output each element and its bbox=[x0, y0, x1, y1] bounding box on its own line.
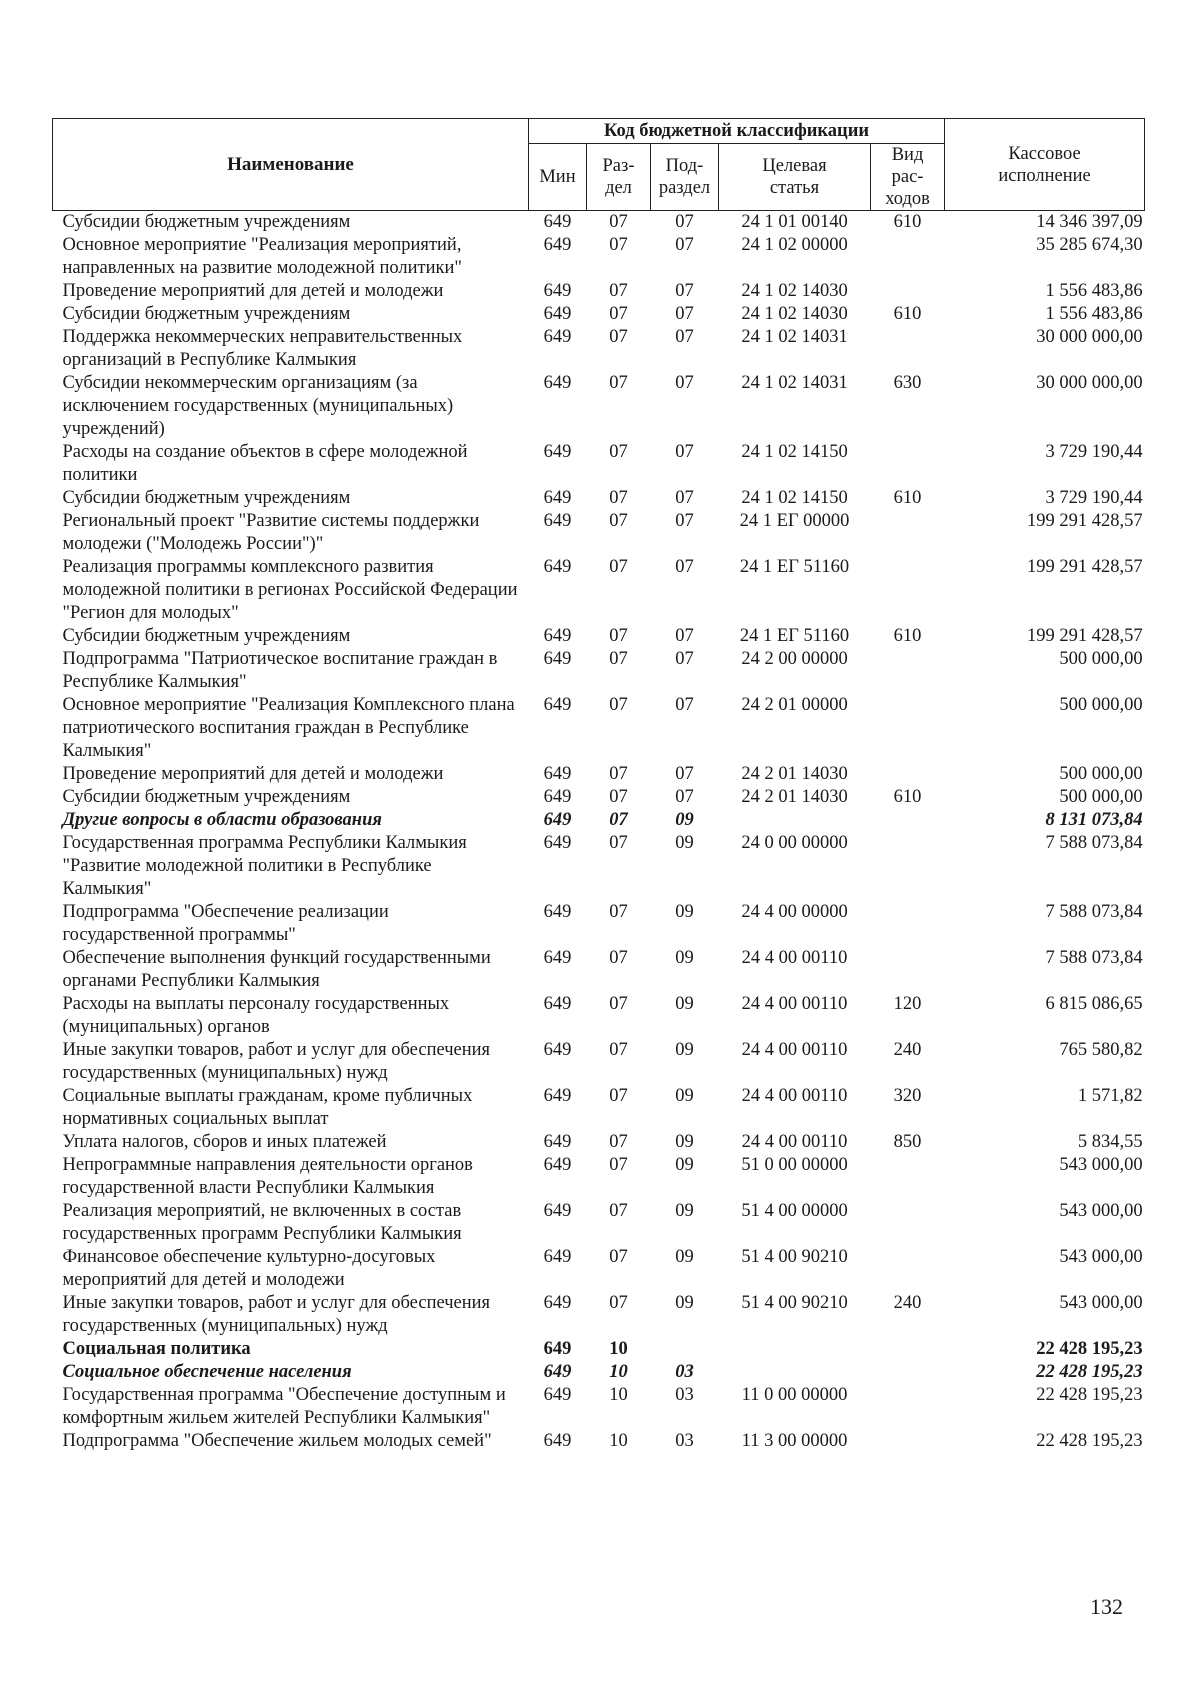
row-vid bbox=[871, 763, 945, 786]
row-vid: 120 bbox=[893, 994, 922, 1014]
row-sum: 22 428 195,23 bbox=[1036, 1431, 1143, 1451]
row-sum: 6 815 086,65 bbox=[1045, 994, 1143, 1014]
table-row bbox=[53, 1085, 1145, 1131]
row-podrazdel: 07 bbox=[675, 281, 694, 301]
row-celevaya bbox=[719, 809, 871, 832]
table-row bbox=[53, 763, 1145, 786]
row-vid bbox=[871, 694, 945, 763]
row-celevaya: 24 1 02 00000 bbox=[741, 235, 848, 255]
row-podrazdel: 09 bbox=[675, 902, 694, 922]
header-vid: Вид рас- ходов bbox=[871, 144, 945, 211]
row-podrazdel: 09 bbox=[675, 1132, 694, 1152]
table-row bbox=[53, 1154, 1145, 1200]
row-celevaya: 24 1 02 14030 bbox=[741, 304, 848, 324]
row-name: Подпрограмма "Обеспечение жильем молодых семей" bbox=[62, 1431, 492, 1451]
table-row bbox=[53, 993, 1145, 1039]
row-celevaya: 24 1 02 14150 bbox=[741, 488, 848, 508]
row-razdel: 07 bbox=[609, 810, 628, 830]
row-podrazdel: 09 bbox=[675, 833, 694, 853]
row-podrazdel: 09 bbox=[675, 994, 694, 1014]
page-number: 132 bbox=[1090, 1594, 1123, 1619]
row-podrazdel: 09 bbox=[675, 1086, 694, 1106]
row-celevaya: 24 1 ЕГ 00000 bbox=[739, 511, 850, 531]
row-name: Субсидии бюджетным учреждениям bbox=[62, 212, 351, 232]
row-celevaya: 24 2 01 14030 bbox=[741, 764, 848, 784]
table-row bbox=[53, 234, 1145, 280]
row-name: Субсидии бюджетным учреждениям bbox=[62, 787, 351, 807]
row-sum: 1 556 483,86 bbox=[1045, 281, 1143, 301]
header-celevaya: Целевая статья bbox=[719, 144, 871, 211]
row-name: Региональный проект "Развитие системы поддержки молодежи ("Молодежь России")" bbox=[62, 511, 480, 554]
row-vid bbox=[871, 947, 945, 993]
row-sum: 3 729 190,44 bbox=[1045, 488, 1143, 508]
row-vid bbox=[871, 326, 945, 372]
row-vid: 610 bbox=[893, 787, 922, 807]
row-vid bbox=[871, 1338, 945, 1361]
row-name: Поддержка некоммерческих неправительственных организаций в Республике Калмыкия bbox=[62, 327, 463, 370]
row-name: Обеспечение выполнения функций государственными органами Республики Калмыкия bbox=[62, 948, 491, 991]
row-razdel: 07 bbox=[609, 327, 628, 347]
row-celevaya: 24 4 00 00110 bbox=[741, 1086, 848, 1106]
table-row bbox=[53, 694, 1145, 763]
row-sum: 500 000,00 bbox=[1059, 764, 1143, 784]
row-celevaya: 24 0 00 00000 bbox=[741, 833, 848, 853]
row-min: 649 bbox=[543, 1086, 572, 1106]
row-min: 649 bbox=[543, 327, 572, 347]
row-razdel: 07 bbox=[609, 1293, 628, 1313]
row-min: 649 bbox=[543, 373, 572, 393]
table-row bbox=[53, 648, 1145, 694]
table-header bbox=[53, 119, 1145, 211]
row-podrazdel: 07 bbox=[675, 695, 694, 715]
budget-table bbox=[52, 118, 1145, 1453]
table-row bbox=[53, 1361, 1145, 1384]
row-sum: 1 571,82 bbox=[1077, 1086, 1143, 1106]
row-razdel: 07 bbox=[609, 281, 628, 301]
row-sum: 14 346 397,09 bbox=[1036, 212, 1143, 232]
row-podrazdel: 07 bbox=[675, 626, 694, 646]
row-vid bbox=[871, 1361, 945, 1384]
row-sum: 8 131 073,84 bbox=[1045, 810, 1143, 830]
row-name: Государственная программа Республики Калмыкия "Развитие молодежной политики в Республике Калмыкия" bbox=[62, 833, 467, 899]
table-row bbox=[53, 901, 1145, 947]
row-sum: 543 000,00 bbox=[1059, 1201, 1143, 1221]
header-razdel: Раз- дел bbox=[587, 144, 651, 211]
row-celevaya: 24 2 00 00000 bbox=[741, 649, 848, 669]
row-name: Иные закупки товаров, работ и услуг для обеспечения государственных (муниципальных) нужд bbox=[62, 1040, 491, 1083]
row-name: Государственная программа "Обеспечение доступным и комфортным жильем жителей Республики Калмыкия" bbox=[62, 1385, 506, 1428]
row-min: 649 bbox=[543, 833, 572, 853]
row-vid bbox=[871, 1384, 945, 1430]
table-row bbox=[53, 372, 1145, 441]
row-min: 649 bbox=[543, 1040, 572, 1060]
row-name: Субсидии бюджетным учреждениям bbox=[62, 304, 351, 324]
row-vid: 850 bbox=[893, 1132, 922, 1152]
row-razdel: 07 bbox=[609, 948, 628, 968]
row-sum: 35 285 674,30 bbox=[1036, 235, 1143, 255]
row-vid bbox=[871, 556, 945, 625]
row-podrazdel: 09 bbox=[675, 948, 694, 968]
row-razdel: 07 bbox=[609, 511, 628, 531]
row-razdel: 10 bbox=[609, 1362, 628, 1382]
row-name: Социальное обеспечение населения bbox=[62, 1362, 352, 1382]
row-vid: 240 bbox=[893, 1040, 922, 1060]
row-podrazdel: 07 bbox=[675, 764, 694, 784]
row-name: Проведение мероприятий для детей и молодежи bbox=[62, 764, 444, 784]
row-podrazdel: 03 bbox=[675, 1431, 694, 1451]
row-razdel: 07 bbox=[609, 1132, 628, 1152]
row-celevaya bbox=[719, 1361, 871, 1384]
row-name: Проведение мероприятий для детей и молодежи bbox=[62, 281, 444, 301]
row-vid: 610 bbox=[893, 212, 922, 232]
row-celevaya: 51 4 00 00000 bbox=[741, 1201, 848, 1221]
row-min: 649 bbox=[543, 235, 572, 255]
row-vid bbox=[871, 809, 945, 832]
row-min: 649 bbox=[543, 1339, 572, 1359]
row-sum: 30 000 000,00 bbox=[1036, 327, 1143, 347]
row-sum: 22 428 195,23 bbox=[1036, 1385, 1143, 1405]
row-razdel: 07 bbox=[609, 1086, 628, 1106]
row-vid bbox=[871, 648, 945, 694]
row-celevaya: 24 4 00 00110 bbox=[741, 948, 848, 968]
row-name: Расходы на выплаты персоналу государственных (муниципальных) органов bbox=[62, 994, 450, 1037]
row-name: Реализация программы комплексного развития молодежной политики в регионах Российской Федерации "Регион для молодых" bbox=[62, 557, 518, 623]
row-podrazdel: 07 bbox=[675, 442, 694, 462]
table-row bbox=[53, 1430, 1145, 1453]
row-sum: 199 291 428,57 bbox=[1026, 626, 1143, 646]
header-kassa: Кассовое исполнение bbox=[945, 119, 1145, 211]
row-name: Уплата налогов, сборов и иных платежей bbox=[62, 1132, 387, 1152]
table-row bbox=[53, 556, 1145, 625]
row-celevaya: 11 3 00 00000 bbox=[741, 1431, 848, 1451]
row-min: 649 bbox=[543, 1293, 572, 1313]
row-celevaya: 24 1 01 00140 bbox=[741, 212, 848, 232]
row-min: 649 bbox=[543, 1201, 572, 1221]
row-vid bbox=[871, 234, 945, 280]
row-vid: 240 bbox=[893, 1293, 922, 1313]
row-podrazdel: 09 bbox=[675, 1293, 694, 1313]
table-row bbox=[53, 625, 1145, 648]
header-min: Мин bbox=[529, 144, 587, 211]
table-row bbox=[53, 510, 1145, 556]
row-name: Реализация мероприятий, не включенных в состав государственных программ Республики Калмыкия bbox=[62, 1201, 462, 1244]
row-name: Другие вопросы в области образования bbox=[62, 810, 382, 830]
row-razdel: 07 bbox=[609, 649, 628, 669]
row-razdel: 07 bbox=[609, 787, 628, 807]
row-celevaya: 24 2 01 00000 bbox=[741, 695, 848, 715]
row-razdel: 07 bbox=[609, 902, 628, 922]
row-podrazdel: 09 bbox=[675, 1040, 694, 1060]
row-podrazdel: 09 bbox=[675, 1247, 694, 1267]
row-sum: 7 588 073,84 bbox=[1045, 948, 1143, 968]
row-min: 649 bbox=[543, 1362, 572, 1382]
row-celevaya: 24 4 00 00110 bbox=[741, 994, 848, 1014]
row-razdel: 07 bbox=[609, 695, 628, 715]
table-row bbox=[53, 1338, 1145, 1361]
row-sum: 500 000,00 bbox=[1059, 649, 1143, 669]
row-razdel: 10 bbox=[609, 1339, 628, 1359]
row-vid bbox=[871, 1246, 945, 1292]
row-podrazdel: 07 bbox=[675, 649, 694, 669]
table-row bbox=[53, 1200, 1145, 1246]
row-podrazdel: 07 bbox=[675, 511, 694, 531]
row-name: Социальные выплаты гражданам, кроме публичных нормативных социальных выплат bbox=[62, 1086, 473, 1129]
row-min: 649 bbox=[543, 626, 572, 646]
row-sum: 199 291 428,57 bbox=[1026, 511, 1143, 531]
table-row bbox=[53, 280, 1145, 303]
row-razdel: 07 bbox=[609, 994, 628, 1014]
row-razdel: 07 bbox=[609, 304, 628, 324]
row-celevaya: 51 4 00 90210 bbox=[741, 1247, 848, 1267]
row-min: 649 bbox=[543, 212, 572, 232]
row-name: Основное мероприятие "Реализация мероприятий, направленных на развитие молодежной политики" bbox=[62, 235, 462, 278]
row-razdel: 07 bbox=[609, 488, 628, 508]
row-min: 649 bbox=[543, 304, 572, 324]
row-sum: 7 588 073,84 bbox=[1045, 902, 1143, 922]
table-row bbox=[53, 832, 1145, 901]
row-name: Субсидии бюджетным учреждениям bbox=[62, 626, 351, 646]
table-row bbox=[53, 1131, 1145, 1154]
row-min: 649 bbox=[543, 1431, 572, 1451]
row-podrazdel: 09 bbox=[675, 810, 694, 830]
table-row bbox=[53, 1246, 1145, 1292]
row-min: 649 bbox=[543, 787, 572, 807]
row-name: Расходы на создание объектов в сфере молодежной политики bbox=[62, 442, 468, 485]
row-razdel: 07 bbox=[609, 235, 628, 255]
row-podrazdel: 07 bbox=[675, 235, 694, 255]
table-row bbox=[53, 947, 1145, 993]
header-podrazdel: Под- раздел bbox=[651, 144, 719, 211]
row-razdel: 07 bbox=[609, 212, 628, 232]
row-celevaya: 24 4 00 00000 bbox=[741, 902, 848, 922]
table-row bbox=[53, 1039, 1145, 1085]
row-celevaya: 24 1 ЕГ 51160 bbox=[739, 557, 850, 577]
row-min: 649 bbox=[543, 649, 572, 669]
row-razdel: 07 bbox=[609, 373, 628, 393]
row-sum: 765 580,82 bbox=[1059, 1040, 1143, 1060]
row-razdel: 07 bbox=[609, 626, 628, 646]
row-vid: 610 bbox=[893, 304, 922, 324]
header-classification-group: Код бюджетной классификации bbox=[529, 119, 945, 144]
row-min: 649 bbox=[543, 557, 572, 577]
row-vid: 320 bbox=[893, 1086, 922, 1106]
table-row bbox=[53, 786, 1145, 809]
row-min: 649 bbox=[543, 695, 572, 715]
row-celevaya: 24 4 00 00110 bbox=[741, 1040, 848, 1060]
row-vid: 630 bbox=[893, 373, 922, 393]
row-celevaya: 24 1 02 14031 bbox=[741, 327, 848, 347]
table-row bbox=[53, 303, 1145, 326]
row-min: 649 bbox=[543, 1155, 572, 1175]
row-razdel: 07 bbox=[609, 1040, 628, 1060]
row-name: Непрограммные направления деятельности органов государственной власти Республики Калмыкия bbox=[62, 1155, 473, 1198]
row-podrazdel bbox=[651, 1338, 719, 1361]
row-sum: 22 428 195,23 bbox=[1036, 1339, 1143, 1359]
row-celevaya: 24 2 01 14030 bbox=[741, 787, 848, 807]
row-vid: 610 bbox=[893, 488, 922, 508]
row-sum: 22 428 195,23 bbox=[1036, 1362, 1143, 1382]
row-razdel: 10 bbox=[609, 1431, 628, 1451]
row-razdel: 07 bbox=[609, 1201, 628, 1221]
row-celevaya: 24 1 02 14150 bbox=[741, 442, 848, 462]
row-vid bbox=[871, 832, 945, 901]
row-razdel: 07 bbox=[609, 557, 628, 577]
row-celevaya: 51 0 00 00000 bbox=[741, 1155, 848, 1175]
row-sum: 5 834,55 bbox=[1077, 1132, 1143, 1152]
row-min: 649 bbox=[543, 511, 572, 531]
table-body bbox=[53, 211, 1145, 1454]
row-min: 649 bbox=[543, 1247, 572, 1267]
row-sum: 500 000,00 bbox=[1059, 787, 1143, 807]
row-podrazdel: 09 bbox=[675, 1201, 694, 1221]
row-podrazdel: 07 bbox=[675, 488, 694, 508]
row-podrazdel: 07 bbox=[675, 373, 694, 393]
row-vid bbox=[871, 1430, 945, 1453]
row-razdel: 10 bbox=[609, 1385, 628, 1405]
row-min: 649 bbox=[543, 281, 572, 301]
row-sum: 7 588 073,84 bbox=[1045, 833, 1143, 853]
row-sum: 543 000,00 bbox=[1059, 1247, 1143, 1267]
row-razdel: 07 bbox=[609, 442, 628, 462]
row-celevaya: 24 4 00 00110 bbox=[741, 1132, 848, 1152]
row-razdel: 07 bbox=[609, 1247, 628, 1267]
row-razdel: 07 bbox=[609, 833, 628, 853]
row-name: Подпрограмма "Патриотическое воспитание граждан в Республике Калмыкия" bbox=[62, 649, 498, 692]
row-name: Социальная политика bbox=[62, 1339, 251, 1359]
row-sum: 30 000 000,00 bbox=[1036, 373, 1143, 393]
row-sum: 543 000,00 bbox=[1059, 1293, 1143, 1313]
table-row bbox=[53, 809, 1145, 832]
row-name: Субсидии некоммерческим организациям (за исключением государственных (муниципальных) учреждений) bbox=[62, 373, 454, 439]
row-razdel: 07 bbox=[609, 1155, 628, 1175]
row-sum: 1 556 483,86 bbox=[1045, 304, 1143, 324]
row-celevaya bbox=[719, 1338, 871, 1361]
row-celevaya: 11 0 00 00000 bbox=[741, 1385, 848, 1405]
row-min: 649 bbox=[543, 488, 572, 508]
row-name: Иные закупки товаров, работ и услуг для обеспечения государственных (муниципальных) нужд bbox=[62, 1293, 491, 1336]
row-podrazdel: 07 bbox=[675, 327, 694, 347]
row-name: Подпрограмма "Обеспечение реализации государственной программы" bbox=[62, 902, 389, 945]
row-podrazdel: 09 bbox=[675, 1155, 694, 1175]
table-row bbox=[53, 1292, 1145, 1338]
row-name: Финансовое обеспечение культурно-досуговых мероприятий для детей и молодежи bbox=[62, 1247, 436, 1290]
row-min: 649 bbox=[543, 902, 572, 922]
row-podrazdel: 07 bbox=[675, 304, 694, 324]
row-sum: 199 291 428,57 bbox=[1026, 557, 1143, 577]
header-name: Наименование bbox=[53, 119, 529, 211]
row-podrazdel: 07 bbox=[675, 557, 694, 577]
row-vid: 610 bbox=[893, 626, 922, 646]
row-vid bbox=[871, 901, 945, 947]
row-celevaya: 24 1 02 14030 bbox=[741, 281, 848, 301]
row-celevaya: 24 1 02 14031 bbox=[741, 373, 848, 393]
row-sum: 543 000,00 bbox=[1059, 1155, 1143, 1175]
row-min: 649 bbox=[543, 442, 572, 462]
row-min: 649 bbox=[543, 994, 572, 1014]
row-podrazdel: 07 bbox=[675, 787, 694, 807]
row-vid bbox=[871, 280, 945, 303]
row-vid bbox=[871, 510, 945, 556]
row-min: 649 bbox=[543, 810, 572, 830]
row-min: 649 bbox=[543, 948, 572, 968]
row-vid bbox=[871, 1154, 945, 1200]
row-min: 649 bbox=[543, 1132, 572, 1152]
row-podrazdel: 03 bbox=[675, 1385, 694, 1405]
table-row bbox=[53, 487, 1145, 510]
row-vid bbox=[871, 1200, 945, 1246]
row-name: Основное мероприятие "Реализация Комплексного плана патриотического воспитания граждан в Республике Калмыкия" bbox=[62, 695, 515, 761]
row-celevaya: 24 1 ЕГ 51160 bbox=[739, 626, 850, 646]
row-razdel: 07 bbox=[609, 764, 628, 784]
row-sum: 3 729 190,44 bbox=[1045, 442, 1143, 462]
row-podrazdel: 07 bbox=[675, 212, 694, 232]
row-vid bbox=[871, 441, 945, 487]
table-row bbox=[53, 441, 1145, 487]
row-min: 649 bbox=[543, 1385, 572, 1405]
row-celevaya: 51 4 00 90210 bbox=[741, 1293, 848, 1313]
table-row bbox=[53, 1384, 1145, 1430]
table-row bbox=[53, 326, 1145, 372]
row-name: Субсидии бюджетным учреждениям bbox=[62, 488, 351, 508]
row-podrazdel: 03 bbox=[675, 1362, 694, 1382]
table-row bbox=[53, 211, 1145, 235]
row-min: 649 bbox=[543, 764, 572, 784]
row-sum: 500 000,00 bbox=[1059, 695, 1143, 715]
